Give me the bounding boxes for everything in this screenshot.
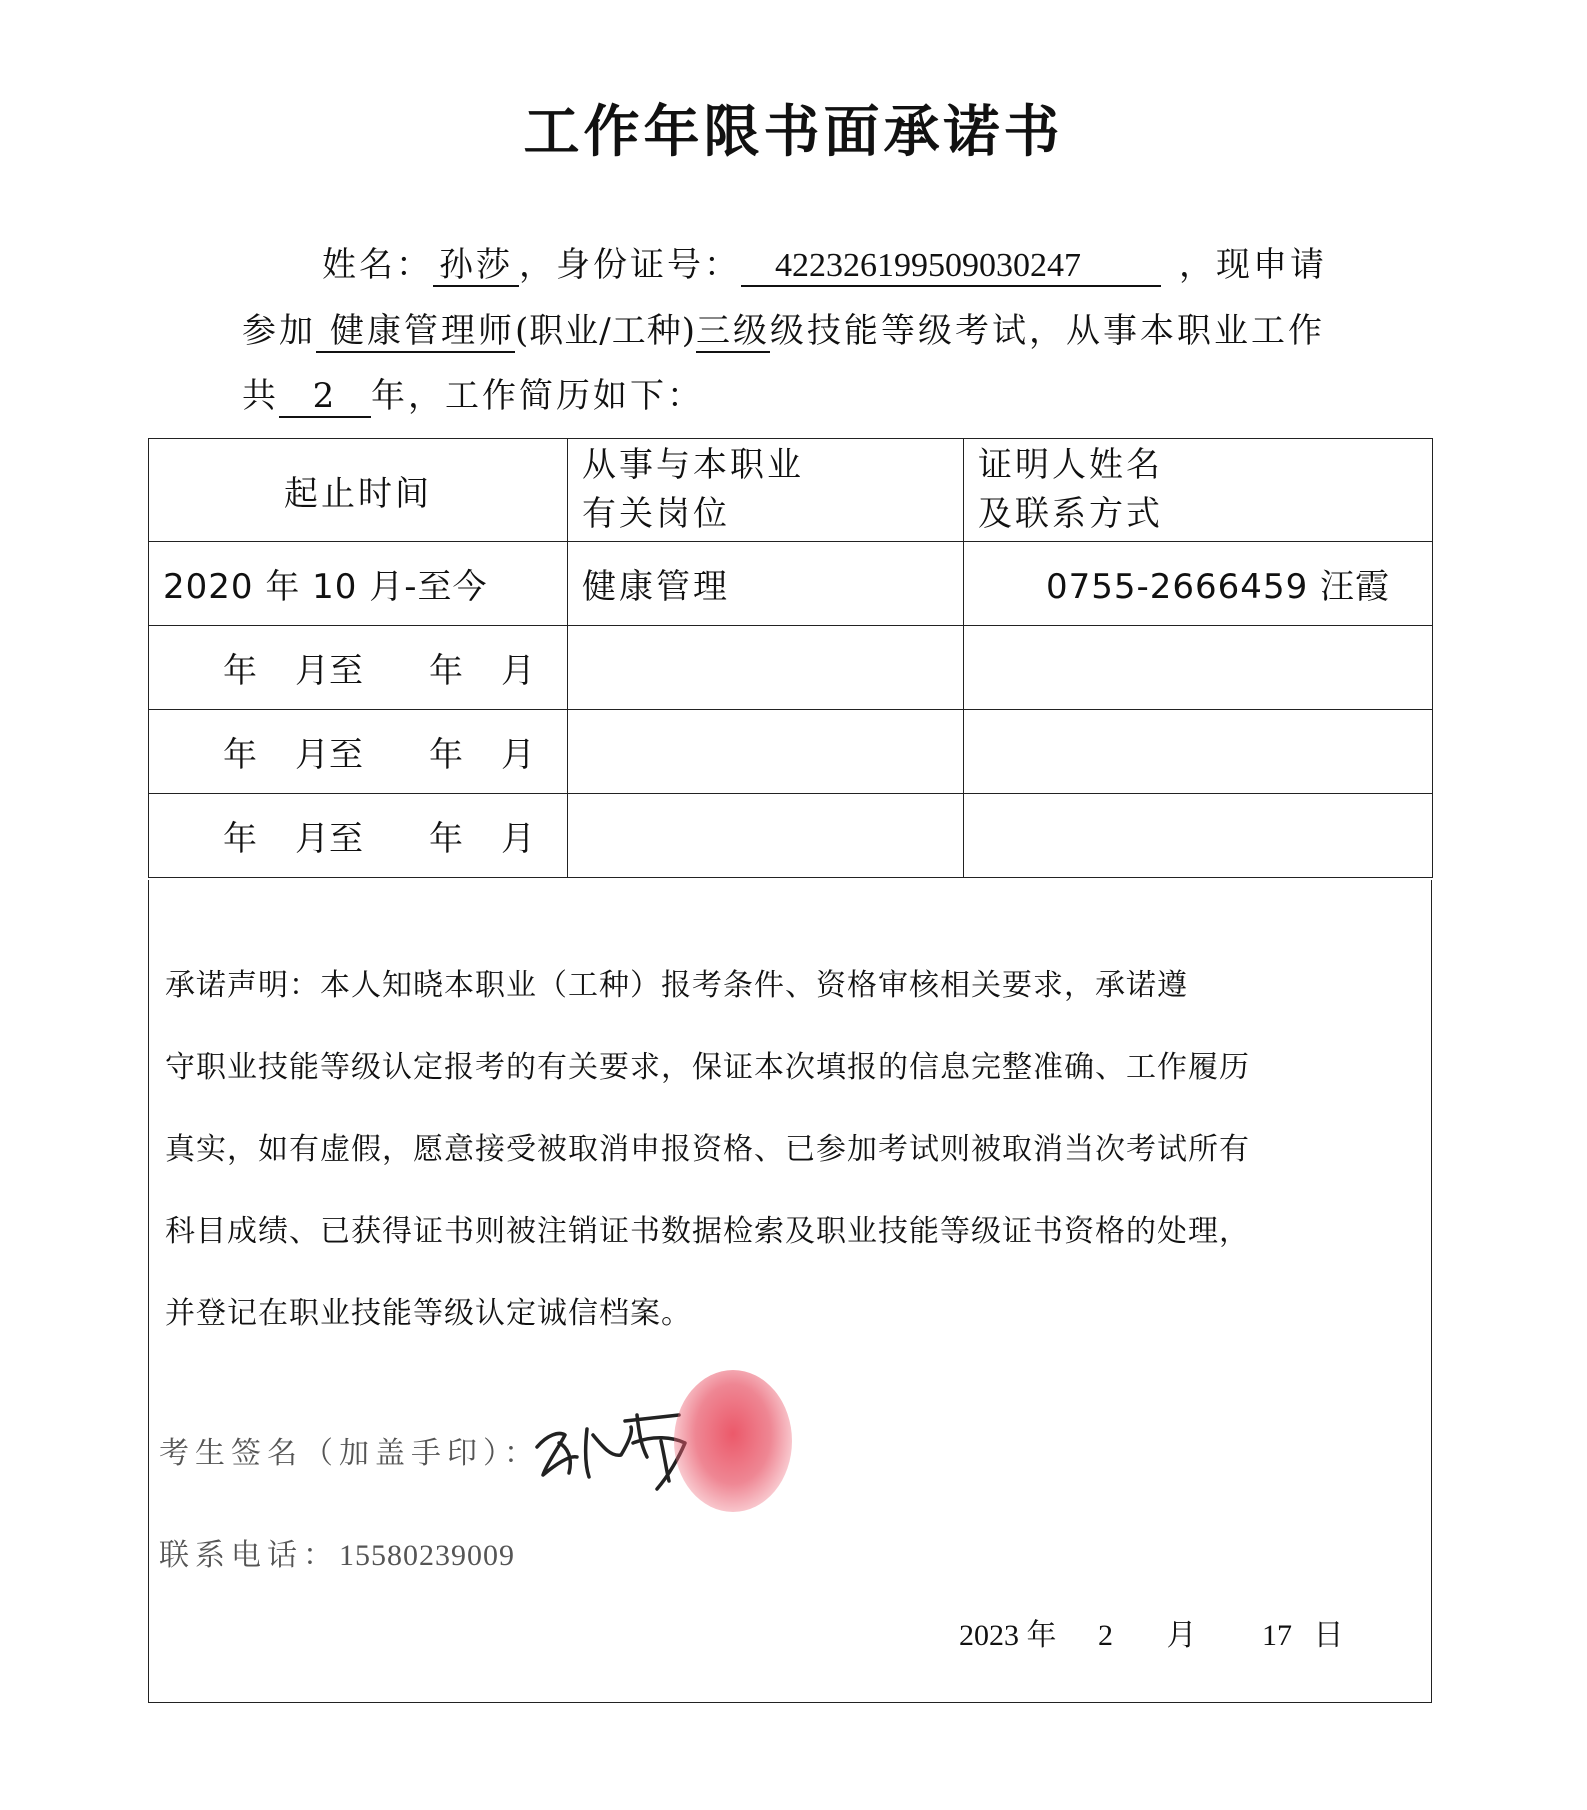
date-day: 17 <box>1262 1619 1292 1652</box>
row3-position <box>568 710 964 794</box>
header-witness <box>964 439 1433 542</box>
occupation-suffix: (职业/工种) <box>515 311 696 351</box>
document-title: 工作年限书面承诺书 <box>523 99 1064 165</box>
intro-line-3 <box>242 368 704 418</box>
month-label: 月 <box>501 651 535 691</box>
pledge-line: 并登记在职业技能等级认定诚信档案。 <box>165 1296 692 1331</box>
month-to-label: 月至 <box>295 651 363 691</box>
total-prefix: 共 <box>242 376 279 416</box>
date-day-label: 日 <box>1313 1619 1344 1652</box>
header-witness-line1: 证明人姓名 <box>978 444 1163 485</box>
year-label: 年 <box>223 651 257 691</box>
date-year: 2023 <box>959 1619 1019 1652</box>
join-text: 参加 <box>242 311 316 351</box>
phone-number: 15580239009 <box>339 1539 515 1572</box>
apply-text: ，现申请 <box>1179 245 1327 285</box>
id-number: 422326199509030247 <box>741 246 1161 287</box>
row3-witness <box>964 710 1433 794</box>
date-year-label: 年 <box>1026 1619 1057 1652</box>
pledge-line: 科目成绩、已获得证书则被注销证书数据检索及职业技能等级证书资格的处理， <box>165 1214 1250 1249</box>
header-position-line1: 从事与本职业 <box>582 444 804 485</box>
row1-position: 健康管理 <box>568 542 964 626</box>
row2-position <box>568 626 964 710</box>
header-position <box>568 439 964 542</box>
row1-witness: 0755-2666459 汪霞 <box>964 542 1433 626</box>
sign-date <box>959 1610 1344 1654</box>
table-row <box>149 794 1433 878</box>
table-header-row <box>149 439 1433 542</box>
id-label: ，身份证号： <box>519 245 741 285</box>
year-label: 年 <box>429 651 463 691</box>
header-position-line2: 有关岗位 <box>582 494 730 534</box>
work-history-table <box>148 438 1433 878</box>
month-label: 月 <box>501 819 535 859</box>
year-label: 年 <box>429 819 463 859</box>
row2-period <box>149 626 568 710</box>
month-label: 月 <box>501 735 535 775</box>
year-label: 年 <box>223 735 257 775</box>
header-period: 起止时间 <box>149 439 568 542</box>
fingerprint-stamp <box>674 1370 792 1512</box>
intro-line-2 <box>242 303 1325 353</box>
pledge-statement <box>165 945 1315 1355</box>
exam-text: 级技能等级考试，从事本职业工作 <box>769 311 1325 351</box>
occupation: 健康管理师 <box>316 312 515 353</box>
table-row <box>149 710 1433 794</box>
table-row <box>149 626 1433 710</box>
year-label: 年 <box>223 819 257 859</box>
pledge-line: 守职业技能等级认定报考的有关要求，保证本次填报的信息完整准确、工作履历 <box>165 1050 1250 1085</box>
year-label: 年 <box>429 735 463 775</box>
row4-witness <box>964 794 1433 878</box>
pledge-line: 真实，如有虚假，愿意接受被取消申报资格、已参加考试则被取消当次考试所有 <box>165 1132 1250 1167</box>
phone-label: 联系电话： <box>159 1538 339 1573</box>
month-to-label: 月至 <box>295 735 363 775</box>
header-witness-line2: 及联系方式 <box>978 494 1163 534</box>
date-month: 2 <box>1098 1619 1113 1652</box>
row4-period <box>149 794 568 878</box>
applicant-name: 孙莎 <box>433 246 519 287</box>
pledge-section <box>148 880 1432 1703</box>
work-years: 2 <box>279 377 371 418</box>
row4-position <box>568 794 964 878</box>
signature-label: 考生签名（加盖手印）： <box>159 1436 540 1471</box>
table-row <box>149 542 1433 626</box>
row2-witness <box>964 626 1433 710</box>
row1-period: 2020 年 10 月-至今 <box>149 542 568 626</box>
date-month-label: 月 <box>1166 1619 1197 1652</box>
pledge-line: 承诺声明：本人知晓本职业（工种）报考条件、资格审核相关要求，承诺遵 <box>165 968 1188 1003</box>
phone-row <box>159 1530 515 1574</box>
row3-period <box>149 710 568 794</box>
years-suffix: 年，工作简历如下： <box>371 376 704 416</box>
intro-line-1 <box>322 237 1327 287</box>
month-to-label: 月至 <box>295 819 363 859</box>
skill-level: 三级 <box>696 312 770 353</box>
name-label: 姓名： <box>322 245 433 285</box>
